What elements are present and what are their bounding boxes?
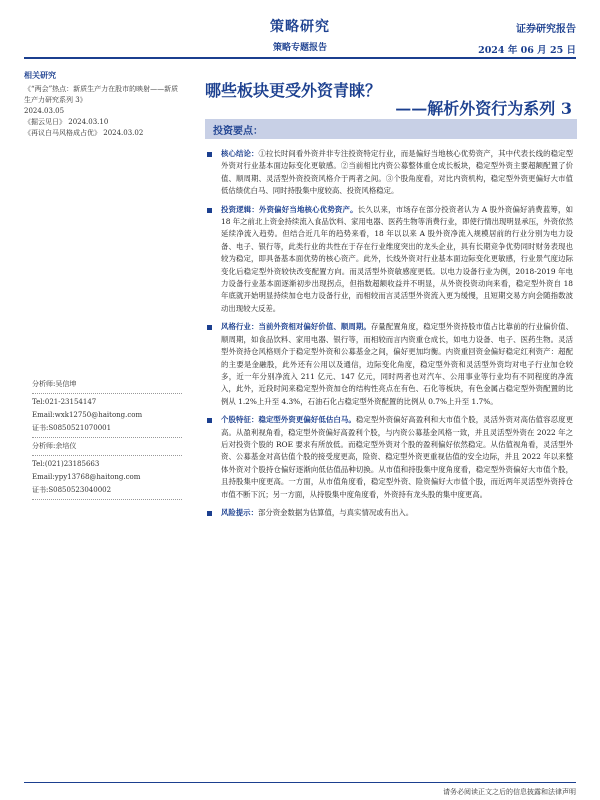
point-stock-features	[205, 414, 573, 501]
point-headline: 外资偏好当地核心优势资产。	[258, 204, 358, 214]
footer-divider	[24, 782, 576, 783]
divider	[32, 437, 182, 438]
point-style-industry	[205, 321, 573, 408]
point-body: 长久以来，市场存在部分投资者认为 A 股外资偏好消费蓝筹，如 18 年之前北上资金持续流入食品饮料、家用电器、医药生物等消费行业，即使行情出现明显承压，外资依然延续净流入趋势。但结合近几年的趋势来看，18 年以以来 A 股外资净流入规模居前的行业分别为电力设备、电子、银行等，此类行业的共性在于存在行业维度突出的龙头企业，具有长期竞争优势同时财务表现也较为稳定，即具备基本面优势的核心资产。此外，长线外资对行业基本面边际变化更敏感，行业景气度边际变化后稳定型外资较快改变配置方向。而灵活型外资敏感度更低。以电力设备行业为例，2018-2019 年电力设备行业基本面逐渐初步出现拐点，但指数超额收益并不明显，从外资投资动向来看，稳定型外资自 18 年底就开始明显持续加仓电力设备行业，而相较而言灵活型外资流入更为缓慢，且短期交易方向会随指数波动出现较大反差。	[221, 204, 573, 313]
point-title: 核心结论：	[221, 149, 259, 158]
analyst-email[interactable]: Email:wxk12750@haitong.com	[32, 411, 143, 419]
page-header-title: 策略研究	[270, 19, 330, 35]
divider	[32, 393, 182, 394]
analyst-tel: Tel:021-23154147	[32, 398, 97, 406]
analyst-cert: 证书:S0850523040002	[32, 486, 112, 494]
point-body: 稳定型外资偏好高盈利和大市值个股，灵活外资对高估值容忍度更高。从盈利视角看，稳定型外资偏好高盈利个股，与内资公募基金风格一致，并且灵活型外资在 2022 年之后对投资个股的 ROE 要求有所放低。而稳定型外资对个股的盈利偏好依然稳定。从估值视角看，灵活型外资、公募基金对高估值个股的接受度更高，险资、稳定型外资更重视估值的安全边际，并且 2022 年以来整体外资对个股持仓偏好逐渐向低估值品种切换。从市值和持股集中度角度看，稳定型外资偏好大市值个股，且持股集中度更高。一方面，从市值角度看，稳定型外资、险资偏好大市值个股，而近两年灵活型外资持仓市值不断下沉；另一方面，从持股集中度角度看，外资持有龙头股的集中度更高。	[221, 415, 573, 499]
analyst-panel	[32, 378, 182, 502]
analyst-name: 分析师:吴信坤	[32, 380, 77, 388]
analyst-card	[32, 440, 182, 500]
related-item[interactable]	[24, 84, 184, 117]
point-investment-logic	[205, 204, 573, 316]
related-item[interactable]	[24, 117, 184, 128]
divider	[32, 455, 182, 456]
square-bullet-icon	[207, 418, 212, 423]
report-type: 证券研究报告	[516, 24, 576, 35]
related-item-title: 《再议白马风格成占优》	[24, 129, 101, 137]
related-item-date: 2024.03.02	[103, 129, 144, 137]
square-bullet-icon	[207, 208, 212, 213]
point-title: 风格行业：	[221, 322, 259, 332]
report-date: 2024 年 06 月 25 日	[478, 45, 576, 56]
point-risk-warning	[205, 507, 573, 519]
related-item-date: 2024.03.10	[68, 118, 109, 126]
footer-disclaimer: 请务必阅读正文之后的信息披露和法律声明	[443, 788, 576, 796]
analyst-name: 分析师:余培仪	[32, 442, 77, 450]
investment-highlights-header	[205, 119, 577, 139]
related-research-panel	[24, 70, 184, 139]
related-research-label: 相关研究	[24, 70, 56, 80]
investment-highlights-label: 投资要点：	[213, 126, 263, 137]
point-body: ①拉长时间看外资并非专注投资特定行业，而是偏好当地核心优势资产，其中代表长线的稳定型外资对行业基本面边际变化更敏感。②当前相比内资公募整体重仓成长板块，稳定型外资主要超额配置了价值、顺周期、灵活型外资投资风格介于两者之间。③个股角度看，对比内资机构，稳定型外资更偏好大市值低估绩优白马、同时持股集中度较高、投资风格稳定。	[221, 149, 573, 196]
related-item-date: 2024.03.05	[24, 107, 65, 115]
analyst-card	[32, 378, 182, 438]
square-bullet-icon	[207, 325, 212, 330]
point-headline: 稳定型外资更偏好低估白马。	[258, 415, 356, 425]
report-subtitle: ——解析外资行为系列 3	[395, 99, 572, 118]
analyst-email[interactable]: Email:ypy13768@haitong.com	[32, 473, 141, 481]
related-item-title: 《掘云见日》	[24, 118, 66, 126]
point-core-conclusion	[205, 148, 573, 198]
analyst-tel: Tel:(021)23185663	[32, 460, 100, 468]
point-title: 个股特征：	[221, 415, 259, 425]
point-body: 存量配置角度，稳定型外资持股市值占比靠前的行业偏价值、顺周期，如食品饮料、家用电器、银行等，而相较而言内资重仓成长，如电力设备、电子、医药生物。灵活型外资持仓风格则介于稳定型外资和公募基金之间，偏好更加均衡。内资重回资金偏好稳定红利资产：超配的主要是金融股，此外还有公用以及通信，边际变化角度，稳定型外资和灵活型外资均对电子行业加仓较多，近一年分别净流入 211 亿元、147 亿元，同时两者也对汽车、公用事业等行业均有不同程度的净流入，此外，近段时间来稳定型外资加仓的结构性亮点在有色、石化等板块，有色金属占稳定型外资配置的比例从 1.2%上升至 4.3%，石油石化占稳定型外资配置的比例从 0.7%上升至 1.7%。	[221, 322, 573, 406]
report-category: 策略专题报告	[272, 43, 327, 53]
header-divider	[24, 57, 576, 59]
square-bullet-icon	[207, 511, 212, 516]
report-title: 哪些板块更受外资青睐？	[205, 81, 382, 100]
point-title: 投资逻辑：	[221, 204, 259, 214]
analyst-cert: 证书:S0850521070001	[32, 424, 112, 432]
related-item[interactable]	[24, 128, 184, 139]
point-title: 风险提示：	[221, 507, 258, 517]
related-item-title: 《“两会”热点：新质生产力在股市的映射——新质生产力研究系列 3》	[24, 85, 179, 104]
point-body: 部分资金数据为估算值，与真实情况或有出入。	[257, 507, 414, 517]
investment-points	[205, 148, 573, 525]
point-headline: 当前外资相对偏好价值、顺周期。	[258, 322, 371, 332]
square-bullet-icon	[207, 152, 212, 157]
divider	[32, 499, 182, 500]
